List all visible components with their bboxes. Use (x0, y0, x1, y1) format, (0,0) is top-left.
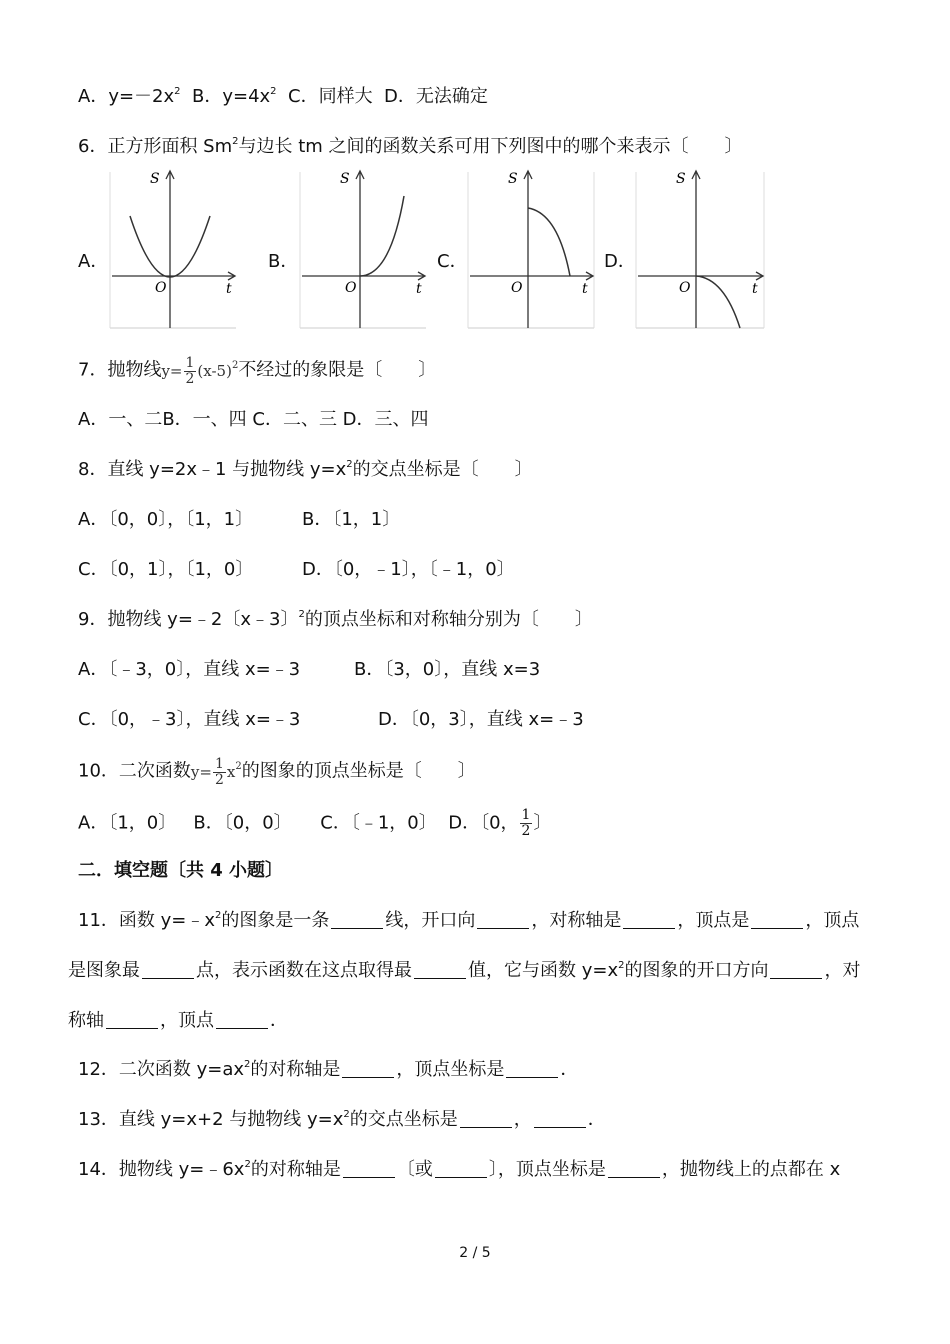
question-10-stem: 10．二次函数y= $\frac{1}{2}$ $x^2$的图象的顶点坐标是〔 〕 (78, 756, 476, 788)
q6-label-a: A． (78, 251, 109, 272)
q8-option-d: D．〔0，﹣1〕，〔﹣1，0〕 (302, 559, 515, 580)
q10-formula: y= $\frac{1}{2}$ $x^2$ (190, 756, 242, 788)
t-label: t (416, 281, 422, 297)
q6-label-c: C． (437, 251, 468, 272)
question-7-stem: 7．抛物线y= $\frac{1}{2}$ $(x-5)^2$不经过的象限是〔 〕 (78, 355, 437, 387)
question-13: 13．直线 y=x+2 与抛物线 $y=x^2$的交点坐标是 ， ． (78, 1109, 606, 1130)
curve (528, 208, 570, 276)
question-14: 14．抛物线 $y=﹣6x^2$的对称轴是 〔或 〕，顶点坐标是 ，抛物线上的点都在 x (78, 1159, 841, 1180)
s-label: S (508, 171, 518, 187)
question-11-line-1: 11．函数 $y=﹣x^2$的图象是一条 线，开口向 ，对称轴是 ，顶点是 ，顶点 (78, 910, 860, 931)
t-label: t (752, 281, 758, 297)
q7-formula: y= $\frac{1}{2}$ $(x-5)^2$ (161, 355, 239, 387)
q6-label-b: B． (268, 251, 299, 272)
q8-option-c: C．〔0，1〕，〔1，0〕 (78, 559, 254, 580)
t-label: t (226, 281, 232, 297)
origin-label: O (511, 280, 523, 296)
question-11-line-3: 称轴 ，顶点 ． (68, 1010, 288, 1031)
t-label: t (582, 281, 588, 297)
question-12: 12．二次函数 $y=ax^2$的对称轴是 ，顶点坐标是 ． (78, 1059, 579, 1080)
q8-option-b: B．〔1，1〕 (302, 509, 401, 530)
s-label: S (340, 171, 350, 187)
graph-c (466, 168, 596, 330)
q8-option-a: A．〔0，0〕，〔1，1〕 (78, 509, 254, 530)
s-label: S (676, 171, 686, 187)
graph-b (298, 168, 428, 330)
question-6-stem: 6．正方形面积 Sm$^2$与边长 tm 之间的函数关系可用下列图中的哪个来表示〔 〕 (78, 136, 743, 157)
q9-option-a: A．〔﹣3，0〕，直线 x=﹣3 (78, 659, 301, 680)
q5-options: A．$y=-2x^2$ B．$y=4x^2$ C．同样大 D．无法确定 (78, 86, 488, 107)
s-label: S (150, 171, 160, 187)
curve (696, 276, 740, 328)
q10-options: A．〔1，0〕 B．〔0，0〕 C．〔﹣1，0〕 D．〔0， $\frac{1}{2}$ 〕 (78, 807, 552, 839)
graph-d (634, 168, 766, 330)
q9-option-c: C．〔0，﹣3〕，直线 x=﹣3 (78, 709, 301, 730)
q6-label-d: D． (604, 251, 636, 272)
q7-options: A．一、二B．一、四 C．二、三 D．三、四 (78, 409, 429, 430)
origin-label: O (155, 280, 167, 296)
page-number: 2 / 5 (459, 1245, 491, 1261)
origin-label: O (345, 280, 357, 296)
question-11-line-2: 是图象最 点，表示函数在这点取得最 值，它与函数 $y=x^2$的图象的开口方向 ，对 (68, 960, 861, 981)
curve (360, 196, 404, 276)
question-8-stem: 8．直线 y=2x﹣1 与抛物线 $y=x^2$的交点坐标是〔 〕 (78, 459, 533, 480)
question-9-stem: 9．抛物线 y=﹣2〔x﹣3〕$^2$的顶点坐标和对称轴分别为〔 〕 (78, 609, 593, 630)
q9-option-d: D．〔0，3〕，直线 x=﹣3 (378, 709, 584, 730)
origin-label: O (679, 280, 691, 296)
graph-a (108, 168, 238, 330)
section-2-title: 二．填空题〔共 4 小题〕 (78, 860, 284, 881)
q9-option-b: B．〔3，0〕，直线 x=3 (354, 659, 541, 680)
